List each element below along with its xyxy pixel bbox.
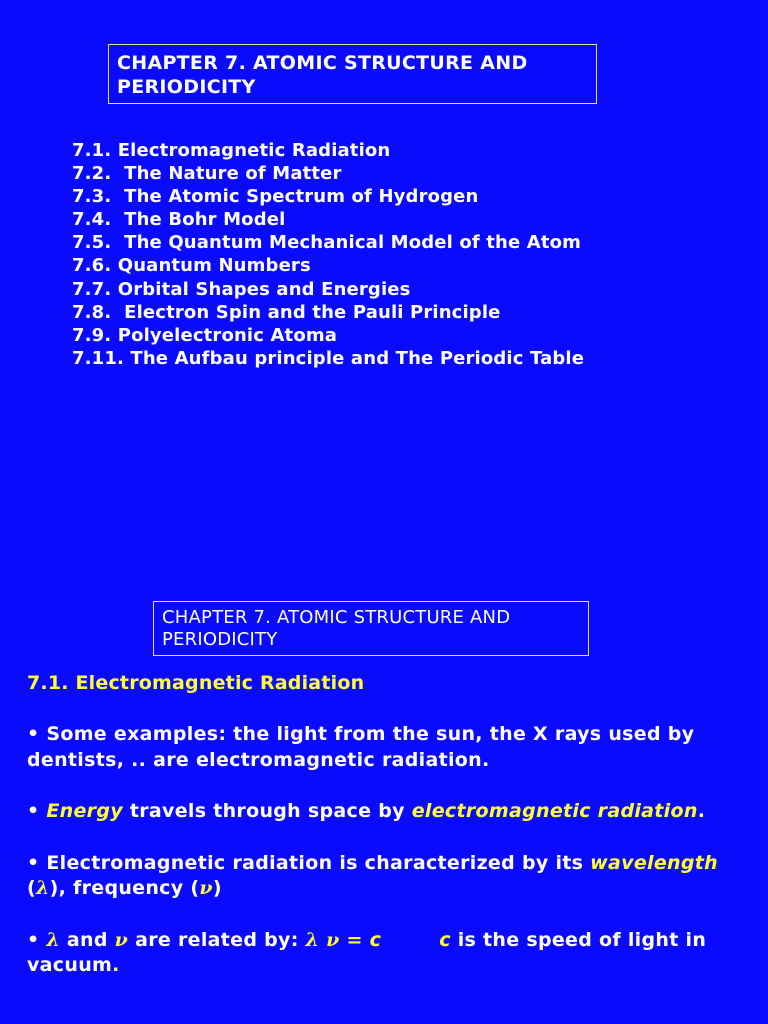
toc-item: 7.9. Polyelectronic Atoma: [72, 324, 338, 346]
toc-item: 7.3. The Atomic Spectrum of Hydrogen: [72, 186, 479, 208]
chapter-title-box-1: [108, 44, 597, 104]
period: .: [697, 800, 706, 822]
table-of-contents: [72, 139, 584, 370]
slide-body: [27, 670, 747, 979]
paragraph-energy: [27, 799, 747, 825]
toc-item: 7.8. Electron Spin and the Pauli Principle: [72, 301, 501, 323]
toc-item: 7.6. Quantum Numbers: [72, 255, 311, 277]
text: and: [59, 928, 115, 951]
term-em-radiation: electromagnetic radiation: [411, 800, 698, 822]
toc-item: 7.7. Orbital Shapes and Energies: [72, 278, 411, 300]
toc-item: 7.11. The Aufbau principle and The Periodic Table: [72, 347, 585, 369]
text: • Electromagnetic radiation is characterized by its: [27, 851, 591, 874]
text: is the speed of light in vacuum: [27, 928, 707, 976]
chapter-title: CHAPTER 7. ATOMIC STRUCTURE AND PERIODICITY: [162, 607, 511, 650]
toc-item: 7.4. The Bohr Model: [72, 209, 286, 231]
bullet: •: [27, 928, 47, 951]
toc-item: 7.5. The Quantum Mechanical Model of the Atom: [72, 232, 582, 254]
chapter-title: CHAPTER 7. ATOMIC STRUCTURE AND PERIODICITY: [117, 52, 528, 98]
nu-symbol: ν: [199, 877, 213, 899]
bullet: •: [27, 800, 47, 822]
text: travels through space by: [122, 800, 412, 822]
equation-lambda: λ: [305, 928, 320, 951]
term-wavelength: wavelength: [590, 851, 718, 874]
paragraph-characterized: [27, 851, 747, 902]
paragraph-examples: • Some examples: the light from the sun, the X rays used by dentists, .. are electromagnetic radiation.: [27, 723, 695, 771]
text: are related by:: [128, 928, 306, 951]
lambda-symbol: λ: [46, 928, 60, 951]
symbol-c: c: [439, 928, 451, 951]
section-heading: 7.1. Electromagnetic Radiation: [27, 672, 365, 694]
text: ), frequency (: [49, 877, 200, 899]
equation-nu: ν: [319, 928, 340, 951]
equation-rest: = c: [339, 928, 382, 951]
nu-symbol: ν: [114, 928, 129, 951]
period: .: [112, 954, 120, 976]
chapter-title-box-2: [153, 601, 589, 656]
toc-item: 7.1. Electromagnetic Radiation: [72, 140, 391, 161]
term-energy: Energy: [46, 800, 123, 822]
toc-item: 7.2. The Nature of Matter: [72, 163, 342, 185]
text: (: [27, 877, 36, 899]
paragraph-relation: [27, 928, 747, 979]
text: ): [212, 877, 222, 899]
lambda-symbol: λ: [35, 877, 50, 899]
